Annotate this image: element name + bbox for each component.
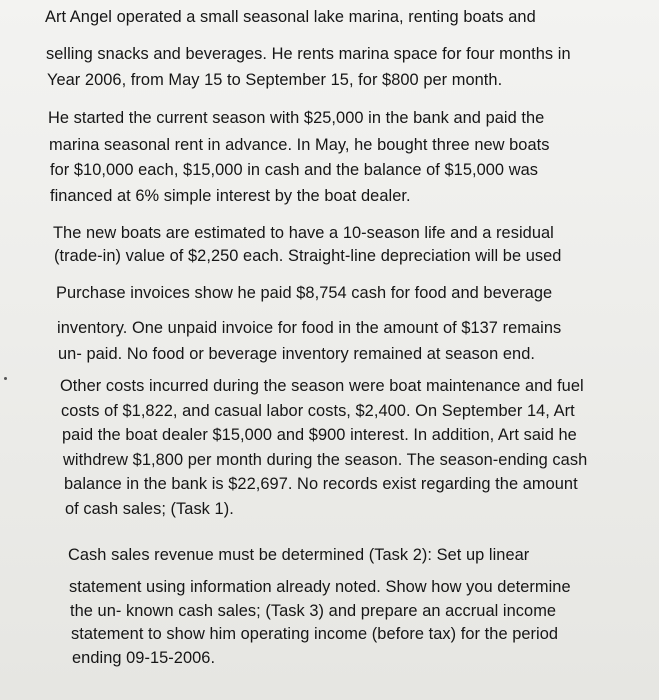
text-line: statement using information already noted. Show how you determine (69, 578, 571, 596)
text-line: statement to show him operating income (before tax) for the period (71, 625, 559, 643)
text-line: withdrew $1,800 per month during the season. The season-ending cash (63, 451, 588, 469)
text-line: ending 09-15-2006. (72, 649, 216, 667)
text-line: Art Angel operated a small seasonal lake marina, renting boats and (45, 8, 536, 26)
text-line: He started the current season with $25,000 in the bank and paid the (48, 109, 545, 127)
margin-dot (4, 377, 7, 380)
text-line: Other costs incurred during the season were boat maintenance and fuel (60, 377, 584, 395)
text-line: paid the boat dealer $15,000 and $900 interest. In addition, Art said he (62, 426, 577, 444)
text-line: Purchase invoices show he paid $8,754 cash for food and beverage (56, 284, 553, 302)
text-line: inventory. One unpaid invoice for food in the amount of $137 remains (57, 319, 562, 337)
text-line: balance in the bank is $22,697. No records exist regarding the amount (64, 475, 578, 493)
text-line: costs of $1,822, and casual labor costs, $2,400. On September 14, Art (61, 402, 575, 420)
text-line: financed at 6% simple interest by the boat dealer. (50, 187, 411, 205)
text-line: selling snacks and beverages. He rents marina space for four months in (46, 45, 571, 63)
text-line: of cash sales; (Task 1). (65, 500, 234, 518)
text-line: marina seasonal rent in advance. In May, he bought three new boats (49, 136, 550, 154)
text-line: un- paid. No food or beverage inventory remained at season end. (58, 345, 535, 363)
text-line: The new boats are estimated to have a 10-season life and a residual (53, 224, 554, 242)
text-line: the un- known cash sales; (Task 3) and prepare an accrual income (70, 602, 557, 620)
text-line: for $10,000 each, $15,000 in cash and the balance of $15,000 was (50, 161, 539, 179)
text-line: Year 2006, from May 15 to September 15, for $800 per month. (47, 71, 503, 89)
text-line: Cash sales revenue must be determined (Task 2): Set up linear (68, 546, 530, 564)
text-line: (trade-in) value of $2,250 each. Straight-line depreciation will be used (54, 247, 562, 265)
